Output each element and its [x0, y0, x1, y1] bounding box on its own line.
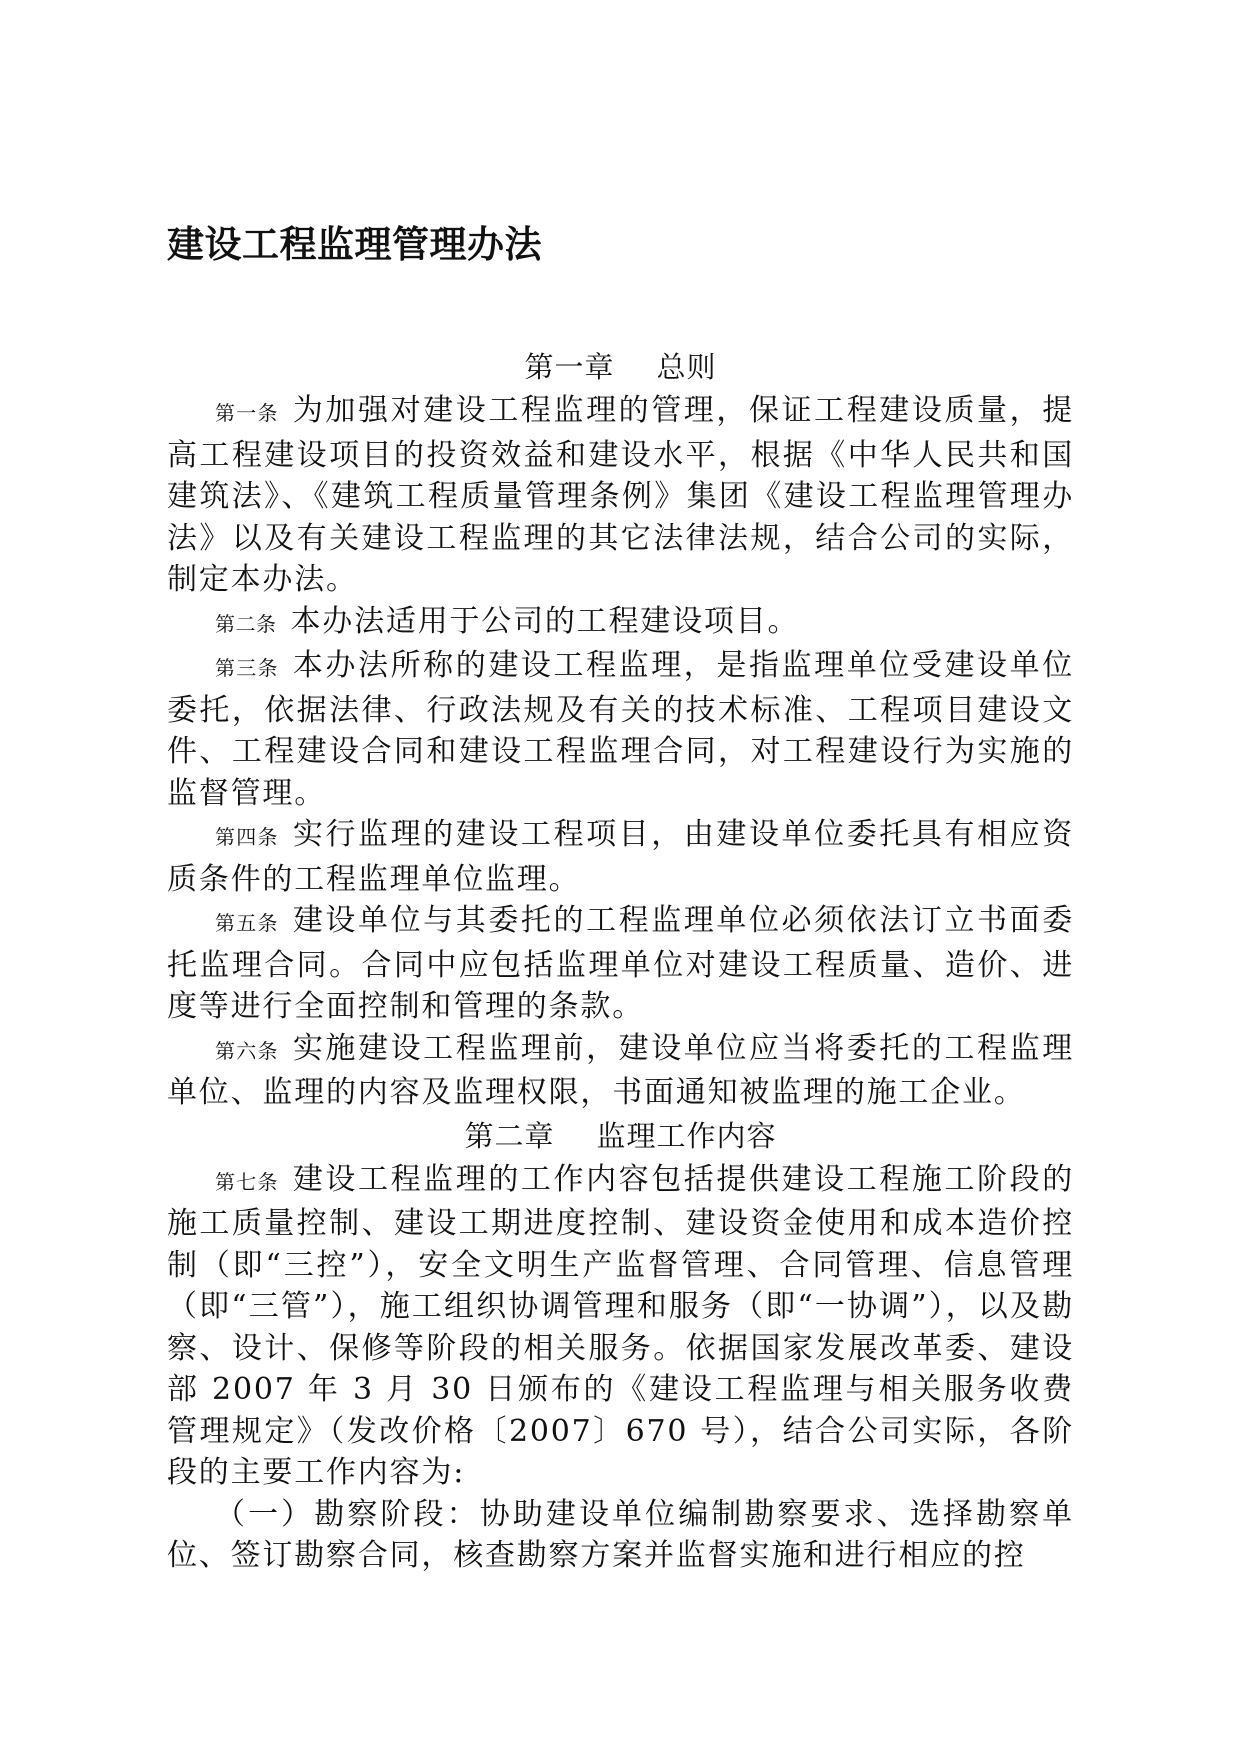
chapter-number: 第二章	[464, 1118, 555, 1153]
chapter-number: 第一章	[524, 350, 615, 384]
article-text: 实行监理的建设工程项目，由建设单位委托具有相应资质条件的工程监理单位监理。	[167, 817, 1074, 897]
article-text: 建设单位与其委托的工程监理单位必须依法订立书面委托监理合同。合同中应包括监理单位对建设工程质量、造价、进度等进行全面控制和管理的条款。	[167, 903, 1074, 1024]
article-paragraph	[167, 814, 1074, 900]
article-text: 建设工程监理的工作内容包括提供建设工程施工阶段的施工质量控制、建设工期进度控制、建设资金使用和成本造价控制（即“三控”），安全文明生产监督管理、合同管理、信息管理（即“三管”），施工组织协调管理和服务（即“一协调”），以及勘察、设计、保修等阶段的相关服务。依据国家发展改革委、建设部 2007 年 3 月 30 日颁布的《建设工程监理与相关服务收费管理规定》（发改价格〔2007〕670 号），结合公司实际，各阶段的主要工作内容为:	[167, 1161, 1074, 1490]
clause-text: （一）勘察阶段：协助建设单位编制勘察要求、选择勘察单位、签订勘察合同，核查勘察方案并监督实施和进行相应的控	[167, 1496, 1074, 1573]
article-label: 第四条	[215, 825, 279, 849]
article-label: 第一条	[215, 401, 279, 425]
article-label: 第五条	[215, 911, 279, 935]
document-title: 建设工程监理管理办法	[167, 223, 542, 266]
article-paragraph	[167, 1028, 1074, 1114]
article-paragraph	[167, 390, 1074, 601]
chapter-name: 总则	[656, 350, 717, 384]
article-paragraph	[167, 645, 1074, 814]
article-label: 第二条	[215, 611, 277, 636]
article-paragraph	[167, 1159, 1074, 1494]
article-text: 为加强对建设工程监理的管理，保证工程建设质量，提高工程建设项目的投资效益和建设水平，根据《中华人民共和国建筑法》、《建筑工程质量管理条例》集团《建设工程监理管理办法》以及有关建设工程监理的其它法律法规，结合公司的实际，制定本办法。	[167, 393, 1074, 597]
article-text: 本办法所称的建设工程监理，是指监理单位受建设单位委托，依据法律、行政法规及有关的技术标准、工程项目建设文件、工程建设合同和建设工程监理合同，对工程建设行为实施的监督管理。	[167, 648, 1074, 811]
article-text: 实施建设工程监理前，建设单位应当将委托的工程监理单位、监理的内容及监理权限，书面通知被监理的施工企业。	[167, 1030, 1074, 1110]
chapter-name: 监理工作内容	[596, 1118, 777, 1153]
article-text: 本办法适用于公司的工程建设项目。	[290, 603, 800, 639]
article-label: 第六条	[215, 1038, 279, 1063]
clause-paragraph	[167, 1494, 1074, 1577]
chapter-heading	[167, 345, 1074, 390]
article-paragraph	[167, 601, 1074, 646]
chapter-heading	[167, 1114, 1074, 1159]
article-label: 第七条	[215, 1169, 279, 1194]
article-label: 第三条	[215, 656, 279, 680]
document-body	[167, 345, 1074, 1577]
article-paragraph	[167, 900, 1074, 1028]
